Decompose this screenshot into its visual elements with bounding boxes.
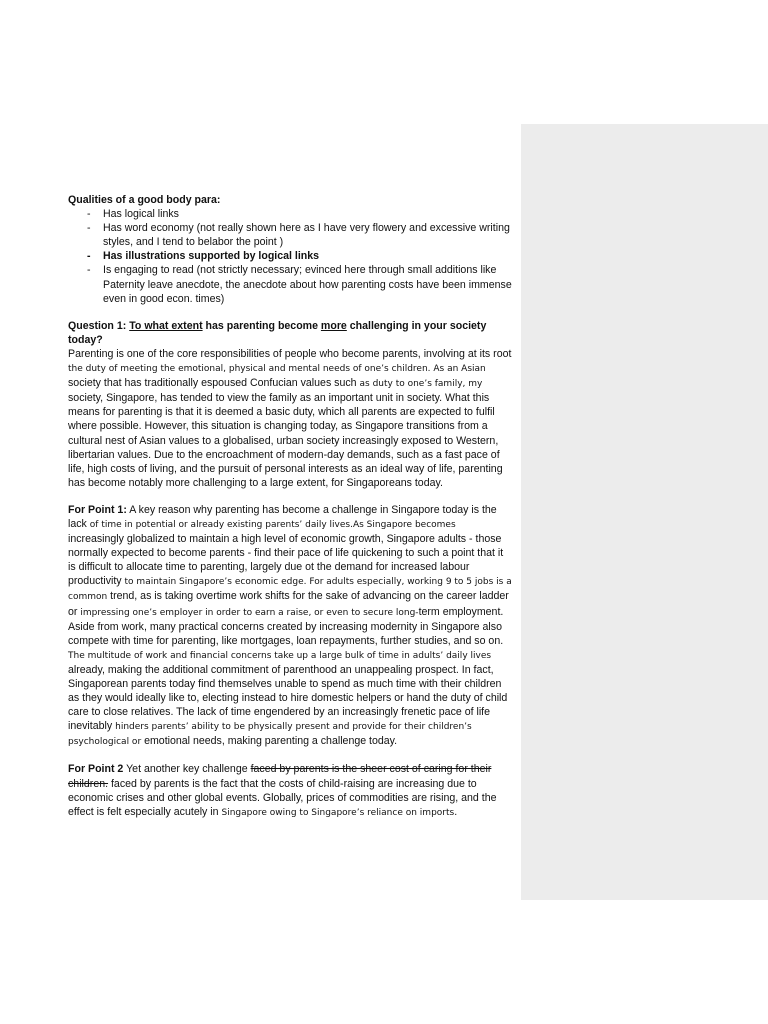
point2-paragraph xyxy=(68,762,512,819)
point1-text: increasingly globalized to maintain a high level of economic growth, Singapore adults - those normally expected to become parents - find their pace of life quickening to such a point that it is difficult to allocate time to parenting, largely due ot the demand for increased labour productivity xyxy=(68,533,504,588)
point2-text: faced by parents is the fact that the costs of child-raising are increasing due to economic crises and other global events. Globally, prices of commodities are rising, and the effect is felt especially acutely in xyxy=(68,777,497,818)
point1-text: trend, as is taking overtime work shifts for the sake of advancing on the career ladder or xyxy=(68,590,509,618)
point2-struck-text: faced by parents is the sheer cost of caring for their children. xyxy=(68,763,492,790)
intro-text: society, Singapore, has tended to view the family as an important unit in society. What this means for parenting is that it is deemed a basic duty, which all parents are expected to fulfil where possible. However, this situation is changing today, as Singapore transitions from a cultural nest of Asian values to a globalised, urban society increasingly exposed to Western, libertarian values. Due to the encroachment of modern-day demands, such as a fast pace of life, high costs of living, and the pursuit of personal interests as an ideal way of life, parenting has become notably more challenging to a large extent, for Singaporeans today. xyxy=(68,392,503,489)
point1-label: For Point 1: xyxy=(68,503,127,516)
point2-text: Singapore owing to Singapore’s reliance on imports xyxy=(221,807,455,818)
question-mid: has parenting become xyxy=(202,319,321,332)
question-more: more xyxy=(320,319,347,332)
point1-text: already, making the additional commitment of parenthood an unappealing prospect. In fact, Singaporean parents today find themselves unable to spend as much time with their children as they would ideally like to, electing instead to hire domestic helpers or hand the duty of child care to close relatives. The lack of time engendered by an increasingly frenetic pace of life inevitably xyxy=(68,663,508,733)
question-suffix: challenging in your society today? xyxy=(68,319,487,346)
list-item: - Has logical links xyxy=(68,207,512,221)
intro-text: the duty of meeting the emotional, physical and mental needs of one’s children. As an Asian xyxy=(68,364,486,375)
question-prefix: Question 1: xyxy=(68,319,130,332)
qualities-list xyxy=(68,207,512,306)
point1-text: A key reason why parenting has become a challenge in Singapore today is the lack xyxy=(68,503,497,530)
point1-text: impressing one’s employer in order to earn a raise, or even to secure long- xyxy=(80,607,419,618)
point2-text: Yet another key challenge xyxy=(123,763,251,776)
question-title xyxy=(68,319,512,347)
question-extent: To what extent xyxy=(129,319,203,332)
point2-text: . xyxy=(454,805,458,818)
point1-paragraph xyxy=(68,503,512,750)
point2-label: For Point 2 xyxy=(68,763,124,776)
point1-text: The multitude of work and financial concerns take up a large bulk of time in adults’ daily lives xyxy=(68,650,492,661)
list-item: - Has word economy (not really shown here as I have very flowery and excessive writing styles, and I tend to belabor the point ) xyxy=(68,221,512,249)
comment-pane xyxy=(521,124,768,900)
list-item: - Has illustrations supported by logical links xyxy=(68,249,512,263)
intro-paragraph xyxy=(68,347,512,490)
point1-text: to maintain Singapore’s economic edge. For adults especially, working 9 to 5 jobs is a common xyxy=(68,577,512,603)
point1-text: term employment. Aside from work, many practical concerns created by increasing modernity in Singapore also compete with time for parenting, like mortgages, loan repayments, further studies, and so on. xyxy=(68,605,504,647)
document-body xyxy=(68,193,512,820)
list-item: - Is engaging to read (not strictly necessary; evinced here through small additions like Paternity leave anecdote, the anecdote about how parenting costs have been immense even in good econ. times) xyxy=(68,263,512,305)
intro-text: society that has traditionally espoused Confucian values such xyxy=(68,377,360,390)
point1-text: of time in potential or already existing parents’ daily lives.As Singapore becomes xyxy=(89,519,456,530)
qualities-heading: Qualities of a good body para: xyxy=(68,194,221,206)
point1-text: emotional needs, making parenting a challenge today. xyxy=(141,735,398,748)
point1-text: hinders parents’ ability to be physically present and provide for their children’s psychological or xyxy=(68,722,472,748)
intro-text: as duty to one’s family, my xyxy=(359,379,483,390)
intro-text: Parenting is one of the core responsibilities of people who become parents, involving at its root xyxy=(68,347,512,360)
